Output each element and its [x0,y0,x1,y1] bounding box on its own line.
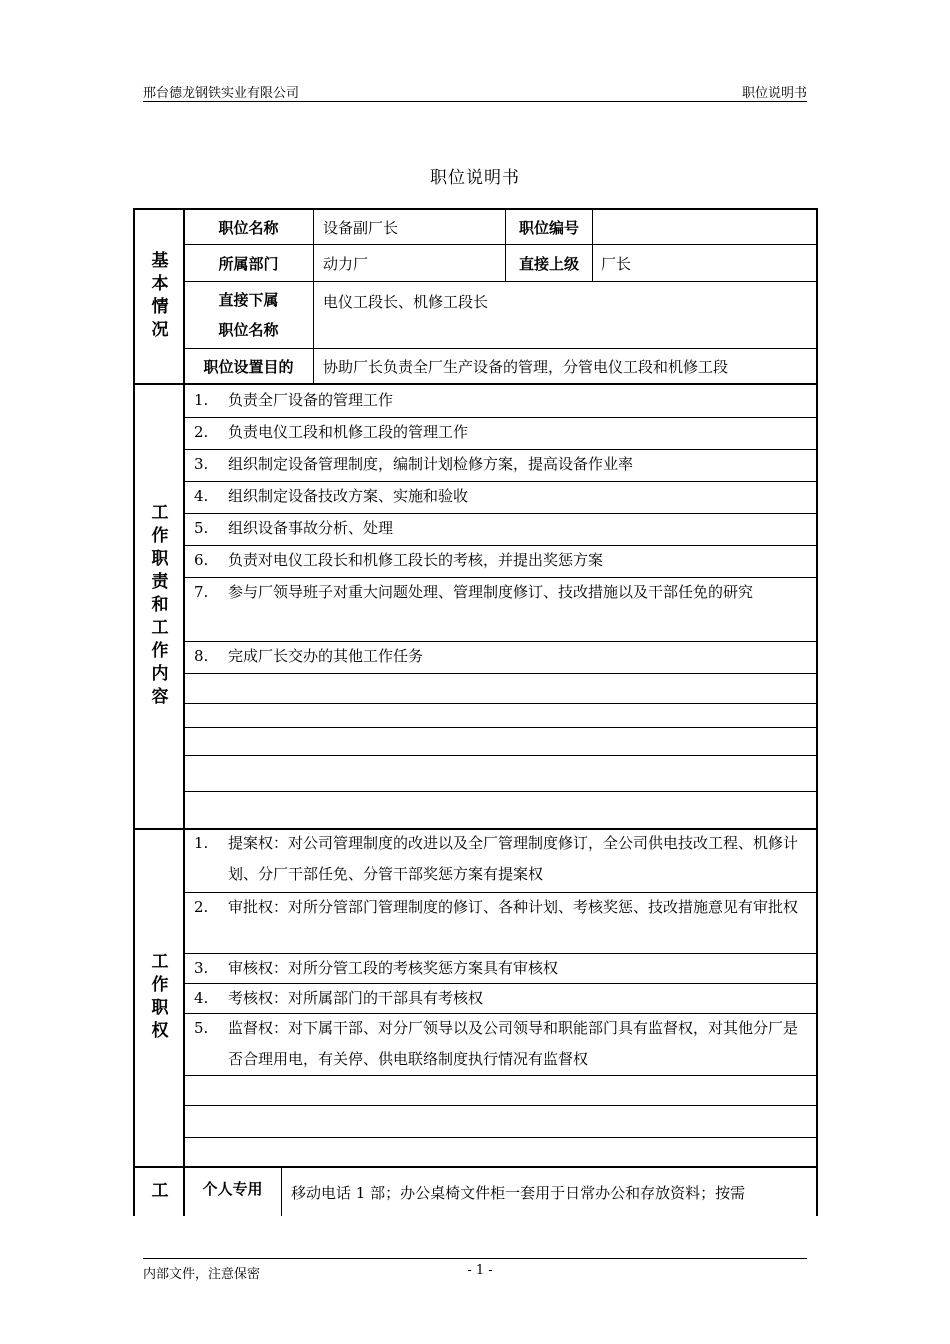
section-authority: 工作职权 [147,952,168,1044]
subordinates-label: 直接下属 职位名称 [218,291,279,339]
header-doc-type: 职位说明书 [741,86,807,101]
job-description-table: 基本情况 工作职责和工作内容 工作职权 工 职位名称 设备副厂长 职位编号 所属部门 动力厂 直接上级 厂长 直接下属 职位名称 电仪工段长、机修工段长 职位设置目的 协助厂长负责全厂生产设备的管理，分管电仪工段和机修工段 1. 负责全厂设备的管理工作 2. 负责电仪工段和机修工段的管理工作 3. 组织制定设备管理制度，编制计划检修方案，提高设备作业率 4. 组织制定设备技改方案、实施和验收 5. 组织设备事故分析、处理 6. 负责对电仪工段长和机修工段长的考核，并提出奖惩方案 7. 参与厂领导班子对重大问题处理、管理制度修订、技改措施以及干部任免的研究 8. 完成厂长交办的其他工作任务 1. 提案权：对公司管理制度的改进以及全厂管理制度修订，全公司供电技改工程、机修计划、分厂干部任免、分管干部奖惩方案有提案权 2. 审批权：对所分管部门管理制度的修订、各种计划、考核奖惩、技改措施意见有审批权 3. 审核权：对所分管工段的考核奖惩方案具有审核权 4. 考核权：对所属部门的干部具有考核权 5. 监督权：对下属干部、对分厂领导以及公司领导和职能部门具有监督权，对其他分厂是否合理用电，有关停、供电联络制度执行情况有监督权 个人专用 移动电话 1 部；办公桌椅文件柜一套用于日常办公和存放资料；按需 [133,208,818,1216]
footer-rule [143,1258,807,1259]
position-code-label: 职位编号 [518,218,579,237]
section-basic-info: 基本情况 [147,250,168,343]
header-rule [143,101,807,102]
subordinates-value: 电仪工段长、机修工段长 [323,292,489,311]
confidential-note: 内部文件，注意保密 [143,1267,261,1282]
personal-use-value: 移动电话 1 部；办公桌椅文件柜一套用于日常办公和存放资料；按需 [291,1184,746,1202]
section-duties: 工作职责和工作内容 [147,503,168,710]
page-number: - 1 - [467,1263,493,1278]
purpose-value: 协助厂长负责全厂生产设备的管理，分管电仪工段和机修工段 [323,357,729,376]
page-title: 职位说明书 [430,168,520,188]
position-code-value [601,210,811,244]
department-label: 所属部门 [218,254,279,273]
section-tools: 工 [147,1180,168,1204]
position-name-label: 职位名称 [218,218,279,237]
supervisor-value: 厂长 [601,254,632,273]
department-value: 动力厂 [323,254,369,273]
personal-use-label: 个人专用 [202,1180,263,1198]
purpose-label: 职位设置目的 [203,357,294,376]
company-name: 邢台德龙钢铁实业有限公司 [143,86,300,101]
supervisor-label: 直接上级 [518,254,579,273]
position-name-value: 设备副厂长 [323,218,399,237]
